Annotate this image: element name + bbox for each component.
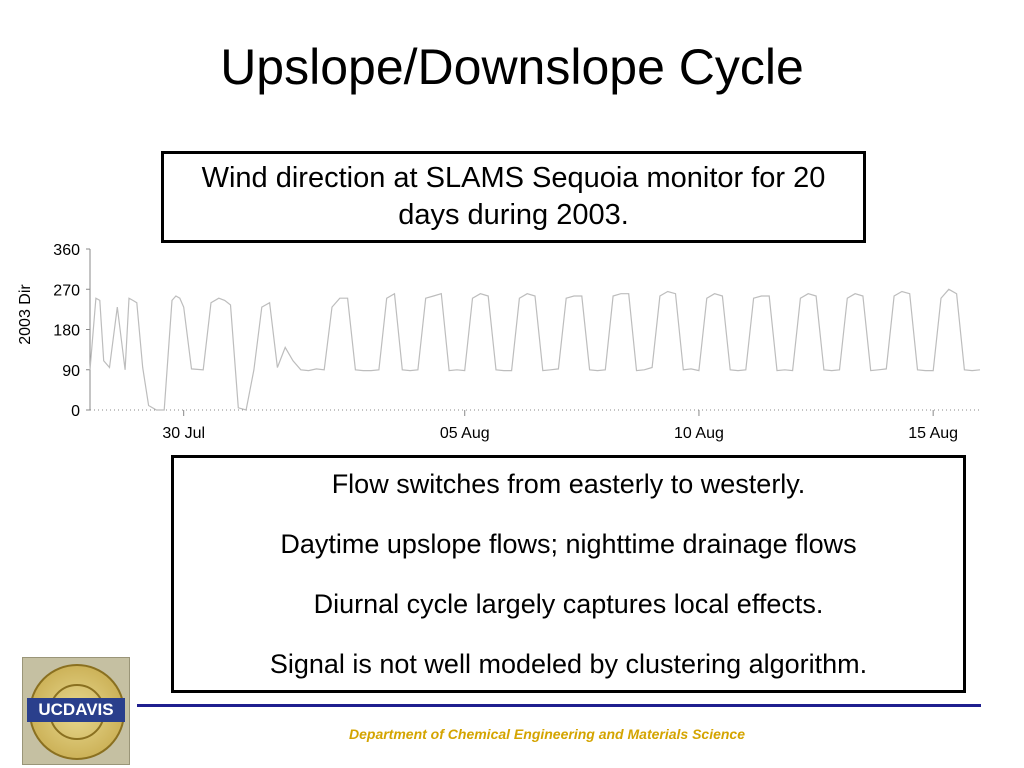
y-tick-label: 360 xyxy=(53,242,80,259)
x-tick-label: 15 Aug xyxy=(908,425,959,442)
slide-title: Upslope/Downslope Cycle xyxy=(220,39,804,95)
y-tick-label: 0 xyxy=(71,403,80,420)
wind-direction-series-line xyxy=(90,289,980,410)
note-2: Daytime upslope flows; nighttime drainage flows xyxy=(280,529,857,559)
note-1: Flow switches from easterly to westerly. xyxy=(331,469,806,499)
note-3: Diurnal cycle largely captures local effects. xyxy=(313,589,824,619)
y-axis-label: 2003 Dir xyxy=(17,284,34,345)
notes-box xyxy=(171,455,966,693)
note-4: Signal is not well modeled by clustering algorithm. xyxy=(269,649,868,679)
y-tick-label: 90 xyxy=(62,362,80,380)
y-tick-label: 270 xyxy=(53,282,80,300)
footer-department: Department of Chemical Engineering and Materials Science xyxy=(349,726,745,742)
x-tick-label: 10 Aug xyxy=(674,425,724,442)
uc-davis-logo xyxy=(22,657,130,765)
chart-caption: Wind direction at SLAMS Sequoia monitor for 20 days during 2003. xyxy=(201,162,826,231)
chart-caption-box xyxy=(161,151,866,243)
wind-direction-chart xyxy=(0,232,1000,444)
x-tick-label: 30 Jul xyxy=(162,425,206,442)
y-tick-label: 180 xyxy=(53,322,80,340)
x-tick-label: 05 Aug xyxy=(439,425,490,442)
logo-wordmark: UCDAVIS xyxy=(27,698,125,722)
footer-divider xyxy=(137,704,981,707)
